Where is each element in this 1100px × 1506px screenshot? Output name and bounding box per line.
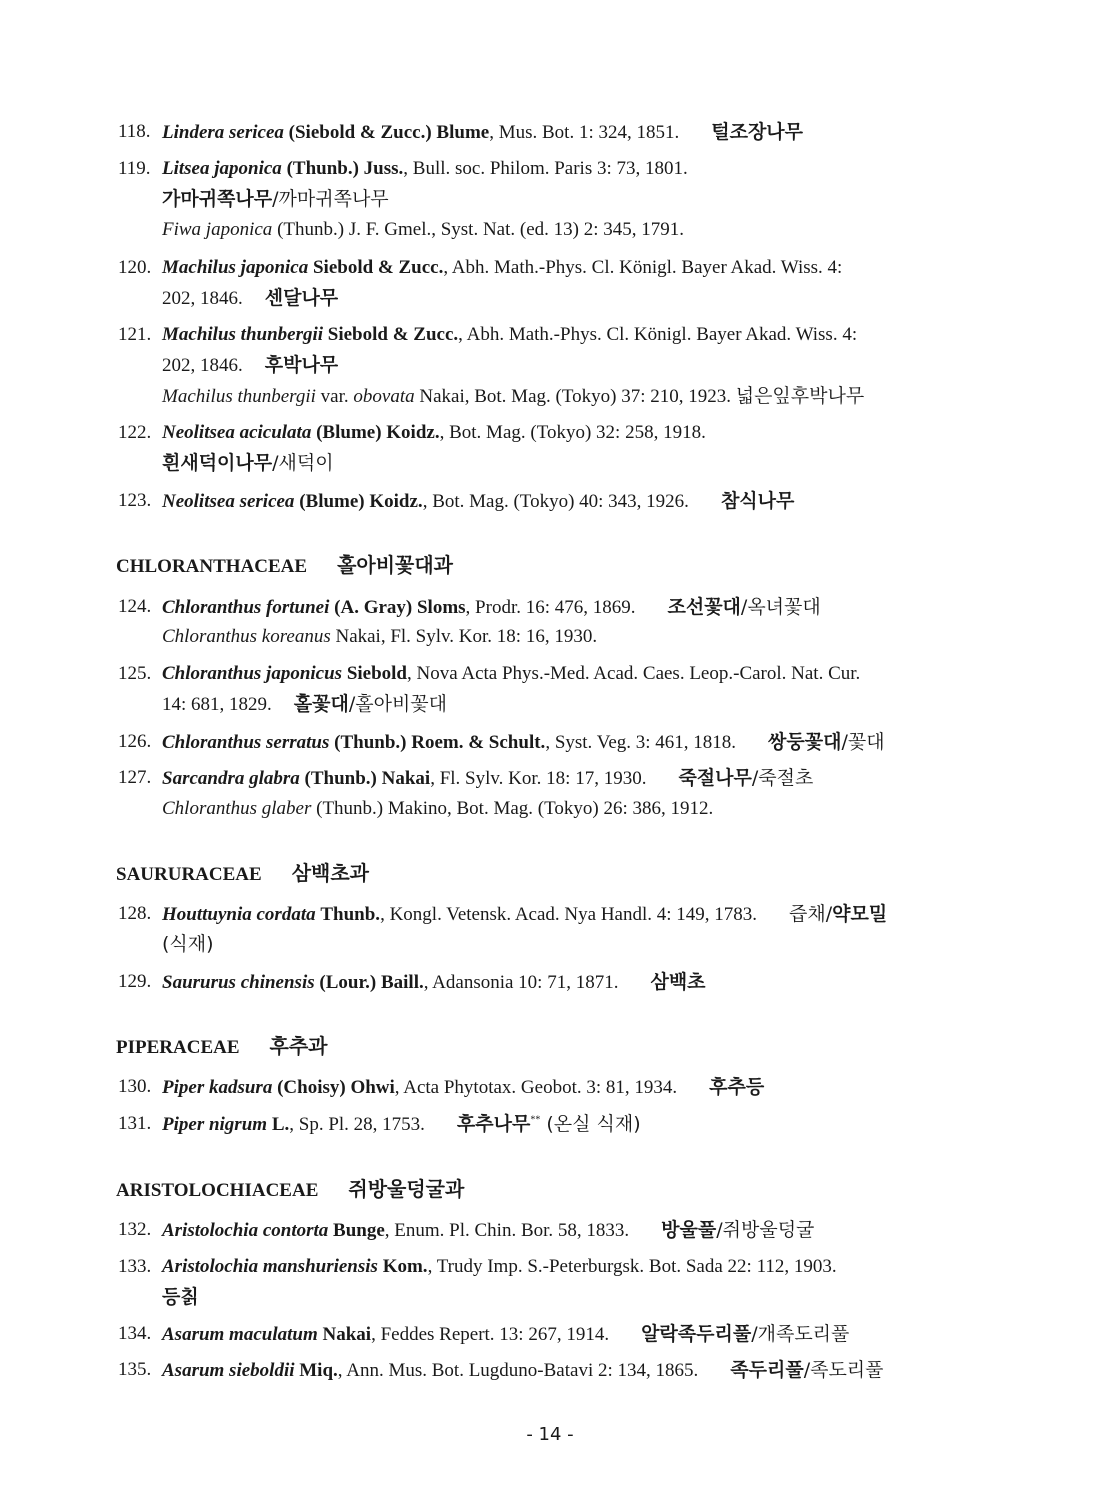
author: Siebold	[346, 663, 408, 684]
family-korean: 쥐방울덩굴과	[348, 1177, 465, 1201]
publication: , Acta Phytotax. Geobot. 3: 81, 1934.	[394, 1077, 678, 1098]
publication: , Ann. Mus. Bot. Lugduno-Batavi 2: 134, 1865.	[337, 1360, 699, 1381]
author: Miq.	[299, 1360, 338, 1381]
scientific-name: Aristolochia contorta	[162, 1220, 329, 1241]
author: (Thunb.) Juss.	[286, 158, 404, 179]
scientific-name: Chloranthus japonicus	[162, 663, 343, 684]
synonym-name: Machilus thunbergii	[162, 386, 316, 407]
scientific-name: Neolitsea sericea	[162, 491, 295, 512]
publication: , Bot. Mag. (Tokyo) 32: 258, 1918.	[439, 422, 706, 443]
author: Kom.	[382, 1256, 428, 1277]
entry-number: 122.	[118, 422, 152, 443]
synonym-rank: var.	[315, 386, 354, 407]
synonym-epithet: obovata	[353, 386, 415, 407]
korean-name: 참식나무	[720, 490, 795, 512]
synonym-korean-name: 넓은잎후박나무	[735, 385, 865, 407]
entry-number: 130.	[118, 1076, 152, 1097]
publication: , Abh. Math.-Phys. Cl. Königl. Bayer Akad. Wiss. 4:	[443, 257, 843, 278]
author: (Thunb.) Nakai	[304, 768, 431, 789]
family-heading-aristolochiaceae	[116, 1176, 464, 1204]
korean-name: 알락족두리풀	[641, 1323, 752, 1345]
publication-cont: 202, 1846.	[162, 288, 243, 309]
entry-number: 125.	[118, 663, 152, 684]
korean-alt-name: /개족도리풀	[751, 1323, 850, 1345]
author: (Blume) Koidz.	[316, 422, 440, 443]
entry-number: 129.	[118, 971, 152, 992]
korean-name: 홀꽃대	[293, 693, 349, 715]
entry-number: 133.	[118, 1256, 152, 1277]
publication: , Enum. Pl. Chin. Bor. 58, 1833.	[384, 1220, 630, 1241]
author: (Thunb.) Roem. & Schult.	[334, 732, 546, 753]
scientific-name: Aristolochia manshuriensis	[162, 1256, 378, 1277]
family-latin: PIPERACEAE	[116, 1037, 240, 1058]
author: Nakai	[322, 1324, 372, 1345]
entry-number: 135.	[118, 1359, 152, 1380]
publication: , Fl. Sylv. Kor. 18: 17, 1930.	[430, 768, 647, 789]
korean-name: 센달나무	[264, 287, 339, 309]
korean-name: 가마귀쪽나무	[162, 188, 273, 210]
scientific-name: Asarum maculatum	[162, 1324, 318, 1345]
korean-alt-name: /쥐방울덩굴	[716, 1219, 815, 1241]
family-heading-piperaceae	[116, 1033, 327, 1061]
korean-name: 흰새덕이나무	[162, 452, 273, 474]
synonym-name: Fiwa japonica	[162, 219, 273, 240]
korean-name: 조선꽃대	[667, 596, 741, 618]
scientific-name: Litsea japonica	[162, 158, 282, 179]
korean-name: 삼백초	[650, 971, 706, 993]
publication: , Feddes Repert. 13: 267, 1914.	[371, 1324, 610, 1345]
korean-alt-name: 즙채/	[789, 903, 833, 925]
entry-number: 124.	[118, 596, 152, 617]
korean-name: 털조장나무	[711, 121, 804, 143]
scientific-name: Saururus chinensis	[162, 972, 315, 993]
scientific-name: Machilus thunbergii	[162, 324, 324, 345]
family-heading-saururaceae	[116, 860, 369, 888]
entry-number: 126.	[118, 731, 152, 752]
korean-alt-name: /홀아비꽃대	[348, 693, 448, 715]
author: Bunge	[333, 1220, 385, 1241]
cultivation-note: (온실 식재)	[540, 1113, 641, 1135]
scientific-name: Machilus japonica	[162, 257, 309, 278]
scientific-name: Houttuynia cordata	[162, 904, 316, 925]
entry-number: 119.	[118, 158, 151, 179]
synonym-publication: (Thunb.) J. F. Gmel., Syst. Nat. (ed. 13) 2: 345, 1791.	[272, 219, 685, 240]
korean-alt-name: /까마귀쪽나무	[272, 188, 389, 210]
entry-number: 134.	[118, 1323, 152, 1344]
korean-alt-name: /옥녀꽃대	[740, 596, 821, 618]
scientific-name: Chloranthus serratus	[162, 732, 330, 753]
author: (Choisy) Ohwi	[277, 1077, 395, 1098]
synonym-name: Chloranthus koreanus	[162, 626, 331, 647]
publication: , Prodr. 16: 476, 1869.	[465, 597, 636, 618]
publication: , Kongl. Vetensk. Acad. Nya Handl. 4: 149, 1783.	[380, 904, 758, 925]
author: (Siebold & Zucc.) Blume	[288, 122, 490, 143]
scientific-name: Neolitsea aciculata	[162, 422, 312, 443]
family-latin: CHLORANTHACEAE	[116, 556, 308, 577]
publication: , Trudy Imp. S.-Peterburgsk. Bot. Sada 22: 112, 1903.	[427, 1256, 837, 1277]
family-korean: 홀아비꽃대과	[337, 553, 453, 577]
author: (Blume) Koidz.	[299, 491, 423, 512]
publication: , Mus. Bot. 1: 324, 1851.	[489, 122, 680, 143]
author: Thunb.	[320, 904, 381, 925]
footnote-marker: **	[530, 1114, 541, 1126]
scientific-name: Piper kadsura	[162, 1077, 273, 1098]
author: Siebold & Zucc.	[327, 324, 459, 345]
entry-number: 118.	[118, 121, 151, 142]
korean-name: 죽절나무	[678, 767, 752, 789]
publication: , Bot. Mag. (Tokyo) 40: 343, 1926.	[422, 491, 689, 512]
publication: , Sp. Pl. 28, 1753.	[289, 1114, 425, 1135]
entry-number: 123.	[118, 490, 152, 511]
synonym-publication: Nakai, Bot. Mag. (Tokyo) 37: 210, 1923.	[414, 386, 731, 407]
korean-name: 후추등	[709, 1076, 765, 1098]
entry-number: 128.	[118, 903, 152, 924]
entry-number: 132.	[118, 1219, 152, 1240]
korean-alt-name: /족도리풀	[803, 1359, 884, 1381]
korean-name: 쌍둥꽃대	[768, 731, 842, 753]
author: L.	[271, 1114, 290, 1135]
korean-name: 방울풀	[661, 1219, 717, 1241]
korean-alt-name: /새덕이	[272, 452, 334, 474]
publication: , Abh. Math.-Phys. Cl. Königl. Bayer Akad. Wiss. 4:	[458, 324, 858, 345]
publication-cont: 202, 1846.	[162, 355, 243, 376]
synonym-publication: Nakai, Fl. Sylv. Kor. 18: 16, 1930.	[330, 626, 598, 647]
publication: , Nova Acta Phys.-Med. Acad. Caes. Leop.-Carol. Nat. Cur.	[407, 663, 861, 684]
entry-number: 121.	[118, 324, 152, 345]
korean-alt-name: /죽절초	[751, 767, 814, 789]
family-korean: 삼백초과	[291, 861, 369, 885]
scientific-name: Chloranthus fortunei	[162, 597, 330, 618]
entry-number: 120.	[118, 257, 152, 278]
korean-name: 약모밀	[832, 903, 888, 925]
synonym-name: Chloranthus glaber	[162, 798, 312, 819]
scientific-name: Lindera sericea	[162, 122, 284, 143]
publication: , Adansonia 10: 71, 1871.	[423, 972, 619, 993]
family-korean: 후추과	[269, 1034, 328, 1058]
korean-name: 후박나무	[264, 354, 339, 376]
entry-number: 127.	[118, 767, 152, 788]
cultivation-note: (식재)	[162, 933, 214, 955]
publication: , Bull. soc. Philom. Paris 3: 73, 1801.	[403, 158, 688, 179]
korean-name: 족두리풀	[730, 1359, 804, 1381]
korean-alt-name: /꽃대	[841, 731, 885, 753]
publication: , Syst. Veg. 3: 461, 1818.	[545, 732, 737, 753]
korean-name: 등칡	[162, 1286, 199, 1308]
author: (A. Gray) Sloms	[334, 597, 466, 618]
entry-number: 131.	[118, 1113, 152, 1134]
page-number: - 14 -	[526, 1424, 574, 1445]
family-latin: SAURURACEAE	[116, 864, 262, 885]
author: (Lour.) Baill.	[319, 972, 424, 993]
family-latin: ARISTOLOCHIACEAE	[116, 1180, 319, 1201]
publication-cont: 14: 681, 1829.	[162, 694, 272, 715]
scientific-name: Asarum sieboldii	[162, 1360, 295, 1381]
synonym-publication: (Thunb.) Makino, Bot. Mag. (Tokyo) 26: 386, 1912.	[311, 798, 714, 819]
scientific-name: Sarcandra glabra	[162, 768, 300, 789]
scientific-name: Piper nigrum	[162, 1114, 268, 1135]
author: Siebold & Zucc.	[312, 257, 444, 278]
family-heading-chloranthaceae	[116, 552, 453, 580]
korean-name: 후추나무	[456, 1113, 531, 1135]
